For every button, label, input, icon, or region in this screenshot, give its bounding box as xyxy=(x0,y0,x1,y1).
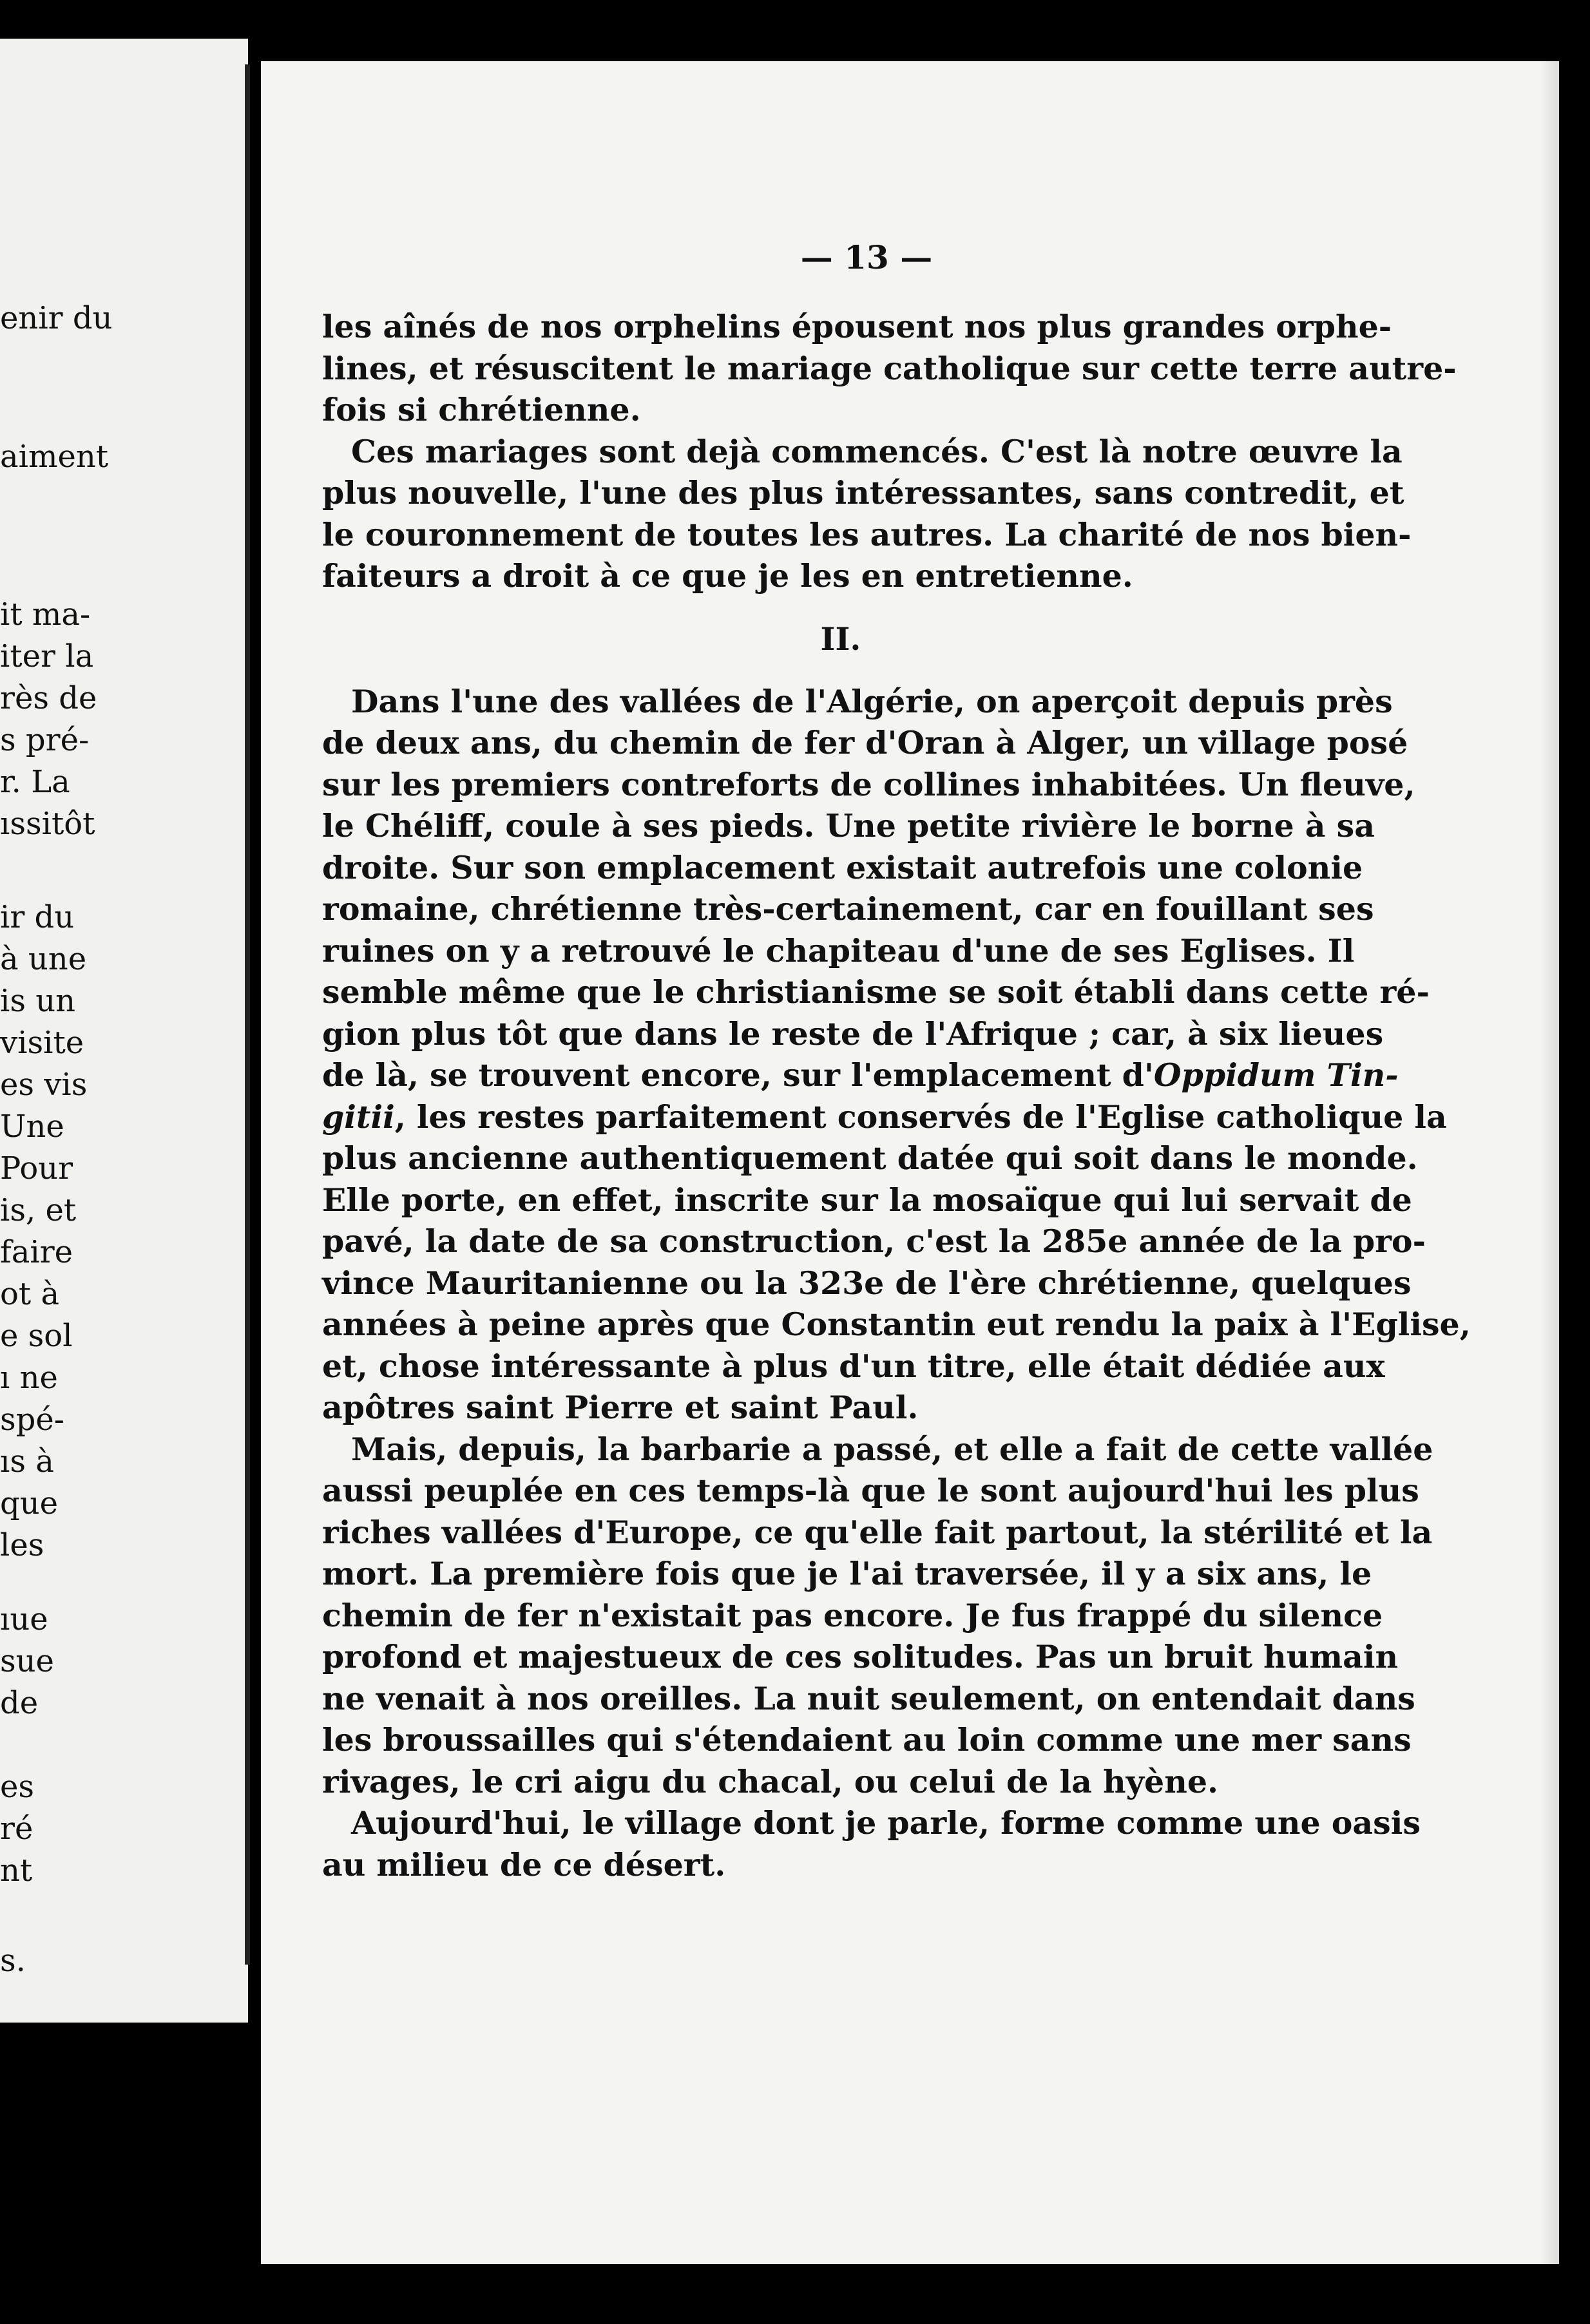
left-fragment-line: les xyxy=(0,1527,44,1563)
left-fragment-line: que xyxy=(0,1485,59,1521)
left-fragment-line: faire xyxy=(0,1234,73,1270)
text-line: faiteurs a droit à ce que je les en entretienne. xyxy=(322,557,1133,595)
book-page xyxy=(261,61,1559,2264)
text-line: lines, et résuscitent le mariage catholique sur cette terre autre- xyxy=(322,349,1457,387)
text-line: profond et majestueux de ces solitudes. Pas un bruit humain xyxy=(322,1638,1399,1675)
text-line: plus ancienne authentiquement datée qui soit dans le monde. xyxy=(322,1139,1418,1177)
text-line: les aînés de nos orphelins épousent nos plus grandes orphe- xyxy=(322,308,1392,345)
previous-page-fragment xyxy=(0,39,248,2023)
text-line: gion plus tôt que dans le reste de l'Afrique ; car, à six lieues xyxy=(322,1014,1384,1052)
text-line: droite. Sur son emplacement existait autrefois une colonie xyxy=(322,848,1363,886)
text-line: et, chose intéressante à plus d'un titre, elle était dédiée aux xyxy=(322,1347,1385,1385)
left-fragment-line: spé- xyxy=(0,1402,64,1438)
left-fragment-line: ré xyxy=(0,1811,34,1847)
text-line: semble même que le christianisme se soit établi dans cette ré- xyxy=(322,973,1430,1011)
text-line: de là, se trouvent encore, sur l'emplacement d'Oppidum Tin- xyxy=(322,1056,1399,1094)
left-fragment-line: s. xyxy=(0,1943,26,1979)
text-line: les broussailles qui s'étendaient au loin comme une mer sans xyxy=(322,1721,1412,1758)
left-fragment-line: enir du xyxy=(0,300,113,336)
text-line: Ces mariages sont dejà commencés. C'est là notre œuvre la xyxy=(351,432,1403,470)
left-fragment-line: à une xyxy=(0,941,87,977)
left-fragment-line: nt xyxy=(0,1853,33,1889)
left-fragment-line: it ma- xyxy=(0,596,91,633)
text-line: Elle porte, en effet, inscrite sur la mosaïque qui lui servait de xyxy=(322,1181,1412,1219)
text-line: pavé, la date de sa construction, c'est la 285e année de la pro- xyxy=(322,1223,1426,1260)
left-fragment-line: iter la xyxy=(0,638,94,674)
text-line: chemin de fer n'existait pas encore. Je fus frappé du silence xyxy=(322,1596,1383,1634)
left-fragment-line: ı ne xyxy=(0,1360,58,1396)
left-fragment-line: sue xyxy=(0,1643,54,1679)
left-fragment-line: is un xyxy=(0,983,76,1019)
text-line: Aujourd'hui, le village dont je parle, forme comme une oasis xyxy=(351,1804,1421,1842)
left-fragment-line: ıssitôt xyxy=(0,806,95,842)
text-line: riches vallées d'Europe, ce qu'elle fait partout, la stérilité et la xyxy=(322,1513,1433,1551)
text-line: gitii, les restes parfaitement conservés de l'Eglise catholique la xyxy=(322,1098,1447,1136)
text-line: ne venait à nos oreilles. La nuit seulement, on entendait dans xyxy=(322,1679,1415,1717)
text-line: Dans l'une des vallées de l'Algérie, on aperçoit depuis près xyxy=(351,682,1393,720)
left-fragment-line: ıs à xyxy=(0,1443,54,1480)
page-body-text xyxy=(322,306,1471,1885)
text-line: vince Mauritanienne ou la 323e de l'ère chrétienne, quelques xyxy=(322,1264,1412,1302)
left-fragment-line: visite xyxy=(0,1025,84,1061)
left-fragment-line: ot à xyxy=(0,1276,60,1312)
left-fragment-line: Pour xyxy=(0,1150,73,1186)
text-line: au milieu de ce désert. xyxy=(322,1845,726,1883)
left-fragment-line: es xyxy=(0,1769,35,1805)
text-line: romaine, chrétienne très-certainement, car en fouillant ses xyxy=(322,890,1374,928)
section-heading: II. xyxy=(820,620,861,658)
left-fragment-line: ıue xyxy=(0,1601,48,1637)
left-fragment-line: s pré- xyxy=(0,722,90,758)
text-line: fois si chrétienne. xyxy=(322,391,641,428)
text-line: le couronnement de toutes les autres. La charité de nos bien- xyxy=(322,515,1412,553)
left-fragment-line: de xyxy=(0,1685,39,1721)
left-fragment-line: ir du xyxy=(0,899,75,935)
text-line: apôtres saint Pierre et saint Paul. xyxy=(322,1389,919,1426)
page-number: — 13 — xyxy=(800,238,933,276)
text-line: aussi peuplée en ces temps-là que le sont aujourd'hui les plus xyxy=(322,1472,1419,1509)
left-fragment-line: Une xyxy=(0,1109,64,1145)
left-fragment-line: rès de xyxy=(0,680,97,716)
text-line: de deux ans, du chemin de fer d'Oran à Alger, un village posé xyxy=(322,724,1408,761)
text-line: Mais, depuis, la barbarie a passé, et elle a fait de cette vallée xyxy=(351,1430,1433,1468)
left-fragment-line: es vis xyxy=(0,1067,88,1103)
text-line: rivages, le cri aigu du chacal, ou celui de la hyène. xyxy=(322,1762,1219,1800)
left-fragment-line: e sol xyxy=(0,1318,73,1354)
left-fragment-line: aiment xyxy=(0,439,109,475)
text-line: le Chéliff, coule à ses pieds. Une petite rivière le borne à sa xyxy=(322,807,1375,844)
binding-gutter xyxy=(245,64,250,1965)
text-line: années à peine après que Constantin eut rendu la paix à l'Eglise, xyxy=(322,1306,1471,1343)
text-line: mort. La première fois que je l'ai traversée, il y a six ans, le xyxy=(322,1555,1372,1592)
text-line: plus nouvelle, l'une des plus intéressantes, sans contredit, et xyxy=(322,474,1404,511)
text-line: sur les premiers contreforts de collines inhabitées. Un fleuve, xyxy=(322,765,1415,803)
text-line: ruines on y a retrouvé le chapiteau d'une de ses Eglises. Il xyxy=(322,931,1355,969)
left-fragment-line: r. La xyxy=(0,764,70,800)
left-fragment-line: is, et xyxy=(0,1192,77,1228)
